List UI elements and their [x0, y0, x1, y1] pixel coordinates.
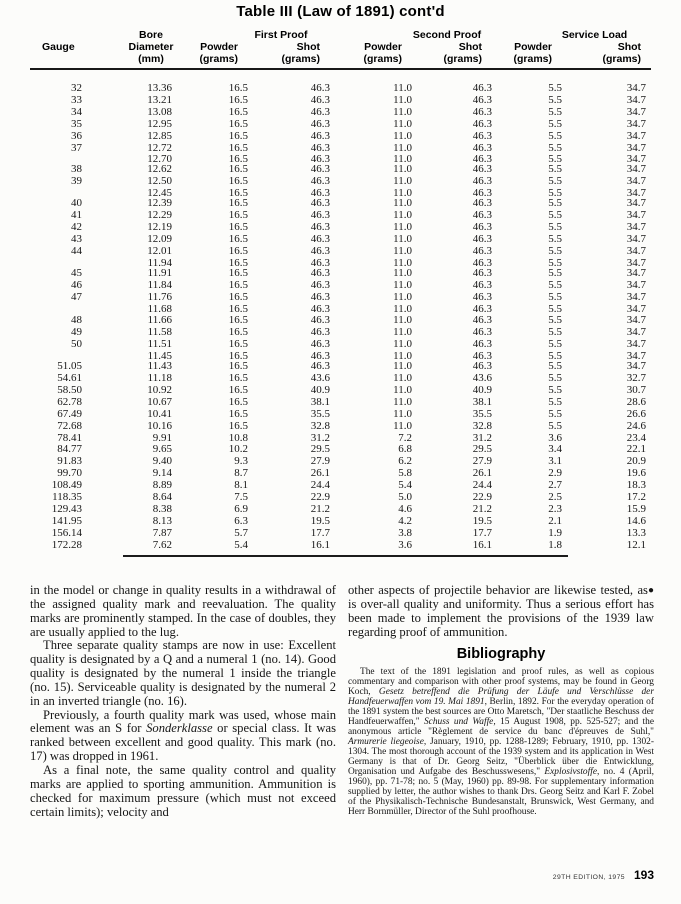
table-row: 91.83 9.40 9.3 27.9 6.2 27.9 3.1 20.9: [57, 455, 647, 468]
header-sp-powder: Powder: [364, 41, 402, 53]
bibliography-paragraph: The text of the 1891 legislation and proof rules, as well as copious commentary and comparison with other proof systems, may be found in Georg Koch, Gesetz betreffend die Prüfung der Läufe und Verschlüsse der Handfeuerwaffen vom 19. Mai 1891, Berlin, 1892. For the everyday operation of the 1891 system the best sources are Otto Maretsch, "Der staatliche Beschuss der Handfeuerwaffen," Schuss und Waffe, 15 August 1908, pp. 525-527; and the anonymous article "Règlement de service du banc d'épreuves de Suhl," Armurerie liegeoise, January, 1910, pp. 1288-1289; February, 1910, pp. 1302-1304. The most thorough account of the 1939 system and its application in West Germany is that of Dr. Georg Seitz, "Überblick über die Entwicklung, Organisation und Aufgabe des Beschusswesens," Explosivstoffe, no. 4 (April, 1960), pp. 71-78; no. 5 (May, 1960) pp. 89-98. For supplementary information supplied by letter, the author wishes to thank Drs. Georg Seitz and Karl F. Zobel of the Physikalisch-Technische Bundesanstalt, Brunswick, West Germany, and Herr Bornmüller, Director of the Suhl proofhouse.: [348, 667, 655, 818]
table-row: 11.45 16.5 46.3 11.0 46.3 5.5 34.7: [147, 350, 647, 363]
table-row: 118.35 8.64 7.5 22.9 5.0 22.9 2.5 17.2: [52, 491, 647, 504]
table-row: 48 11.66 16.5 46.3 11.0 46.3 5.5 34.7: [71, 314, 647, 327]
table-row: 43 12.09 16.5 46.3 11.0 46.3 5.5 34.7: [71, 232, 647, 245]
body-paragraph: As a final note, the same quality control and quality marks are applied to sporting ammunition. Ammunition is checked for maximum pressure (which must not exceed certain limits); velocity and: [30, 762, 336, 819]
page-number: 193: [633, 868, 654, 882]
table-row: 129.43 8.38 6.9 21.2 4.6 21.2 2.3 15.9: [51, 503, 647, 515]
right-intro-paragraph: ● other aspects of projectile behavior are likewise tested, as is over-all quality and uniformity. Thus a serious effort has been made to implement the provisions of the 1939 law regarding proof of ammunition.: [348, 583, 654, 639]
table-row: 46 11.84 16.5 46.3 11.0 46.3 5.5 34.7: [71, 278, 647, 291]
table-row: 38 12.62 16.5 46.3 11.0 46.3 5.5 34.7: [71, 163, 647, 176]
table-row: 49 11.58 16.5 46.3 11.0 46.3 5.5 34.7: [71, 326, 647, 339]
table-row: 62.78 10.67 16.5 38.1 11.0 38.1 5.5 28.6: [57, 395, 647, 408]
table-row: 33 13.21 16.5 46.3 11.0 46.3 5.5 34.7: [71, 93, 647, 106]
header-service-load: Service Load: [561, 29, 628, 41]
table-row: 37 12.72 16.5 46.3 11.0 46.3 5.5 34.7: [71, 141, 647, 154]
page-footer: [553, 868, 654, 882]
header-mm: (mm): [106, 53, 196, 69]
table-row: 72.68 10.16 16.5 32.8 11.0 32.8 5.5 24.6: [57, 419, 647, 432]
table-row: 36 12.85 16.5 46.3 11.0 46.3 5.5 34.7: [71, 129, 647, 142]
right-column: [348, 584, 654, 819]
table-row: 11.94 16.5 46.3 11.0 46.3 5.5 34.7: [147, 256, 647, 269]
edition-label: 29TH EDITION, 1975: [552, 874, 625, 881]
data-table: [30, 29, 651, 552]
table-row: 51.05 11.43 16.5 46.3 11.0 46.3 5.5 34.7: [57, 360, 647, 373]
table-row: 172.28 7.62 5.4 16.1 3.6 16.1 1.8 12.1: [51, 538, 647, 551]
table-row: 39 12.50 16.5 46.3 11.0 46.3 5.5 34.7: [71, 175, 647, 188]
table-row: 35 12.95 16.5 46.3 11.0 46.3 5.5 34.7: [71, 117, 647, 130]
header-bore: Bore: [139, 29, 163, 41]
table-body: [30, 69, 651, 552]
table-row: 156.14 7.87 5.7 17.7 3.8 17.7 1.9 13.3: [51, 526, 647, 539]
body-paragraph: Three separate quality stamps are now in use: Excellent quality is designated by a Q and a numeral 1 (no. 14). Good quality is designated by the numeral 1 inside the triangle (no. 15). Serviceable quality is designated by the numeral 2 in an inverted triangle (no. 16).: [30, 638, 336, 708]
header-label-row: [30, 41, 651, 53]
body-paragraph: Previously, a fourth quality mark was used, whose main element was an S for Sonderklasse or special class. It was ranked between excellent and good quality. This mark (no. 17) was dropped in 1961.: [30, 707, 336, 764]
table-row: 54.61 11.18 16.5 43.6 11.0 43.6 5.5 32.7: [57, 372, 647, 385]
header-sl-shot: Shot: [617, 41, 642, 53]
header-diameter: Diameter: [128, 41, 174, 53]
header-sp-shot: Shot: [458, 41, 483, 53]
table-row: 67.49 10.41 16.5 35.5 11.0 35.5 5.5 26.6: [57, 407, 647, 420]
table-row: 42 12.19 16.5 46.3 11.0 46.3 5.5 34.7: [71, 221, 647, 234]
table-row: 108.49 8.89 8.1 24.4 5.4 24.4 2.7 18.3: [51, 479, 647, 492]
header-fp-shot: Shot: [296, 41, 320, 53]
table-row: 50 11.51 16.5 46.3 11.0 46.3 5.5 34.7: [71, 338, 647, 351]
table-row: 47 11.76 16.5 46.3 11.0 46.3 5.5 34.7: [71, 290, 647, 303]
header-group-row: [30, 29, 651, 41]
table-row: 78.41 9.91 10.8 31.2 7.2 31.2 3.6 23.4: [57, 431, 647, 444]
table-row: 12.70 16.5 46.3 11.0 46.3 5.5 34.7: [147, 153, 647, 166]
header-fp-powder: Powder: [200, 41, 238, 53]
left-column: [30, 584, 336, 819]
header-sl-powder: Powder: [514, 41, 553, 53]
table-row: 44 12.01 16.5 46.3 11.0 46.3 5.5 34.7: [71, 244, 647, 257]
table-bottom-rule: [123, 555, 568, 557]
bibliography-heading: Bibliography: [456, 646, 546, 663]
table-header: [30, 29, 651, 69]
table-row: 58.50 10.92 16.5 40.9 11.0 40.9 5.5 30.7: [57, 383, 647, 396]
table-row: 99.70 9.14 8.7 26.1 5.8 26.1 2.9 19.6: [57, 467, 647, 480]
body-text-columns: [30, 584, 655, 819]
header-first-proof: First Proof: [254, 29, 308, 41]
body-paragraph: in the model or change in quality results in a withdrawal of the assigned quality mark and reevaluation. The quality marks are prominently stamped. In the case of doubles, they are usually applied to the lug.: [30, 583, 336, 639]
end-of-article-bullet: ●: [647, 585, 654, 596]
proof-load-table: [30, 29, 651, 557]
header-units-row: (mm) (grams) (grams) (grams) (grams) (grams) (grams): [30, 53, 651, 69]
page-title: Table III (Law of 1891) cont'd: [236, 3, 445, 20]
table-row: 45 11.91 16.5 46.3 11.0 46.3 5.5 34.7: [71, 266, 647, 279]
table-row: 11.68 16.5 46.3 11.0 46.3 5.5 34.7: [147, 302, 647, 315]
table-row: 32 13.36 16.5 46.3 11.0 46.3 5.5 34.7: [71, 82, 647, 94]
header-gauge: Gauge: [42, 41, 75, 53]
header-second-proof: Second Proof: [412, 29, 482, 41]
table-row: 141.95 8.13 6.3 19.5 4.2 19.5 2.1 14.6: [51, 514, 647, 527]
table-row: 84.77 9.65 10.2 29.5 6.8 29.5 3.4 22.1: [57, 443, 647, 456]
table-row: 41 12.29 16.5 46.3 11.0 46.3 5.5 34.7: [71, 209, 647, 222]
table-row: 34 13.08 16.5 46.3 11.0 46.3 5.5 34.7: [71, 105, 647, 118]
table-row: 12.45 16.5 46.3 11.0 46.3 5.5 34.7: [147, 187, 647, 200]
table-row: 40 12.39 16.5 46.3 11.0 46.3 5.5 34.7: [71, 197, 647, 210]
